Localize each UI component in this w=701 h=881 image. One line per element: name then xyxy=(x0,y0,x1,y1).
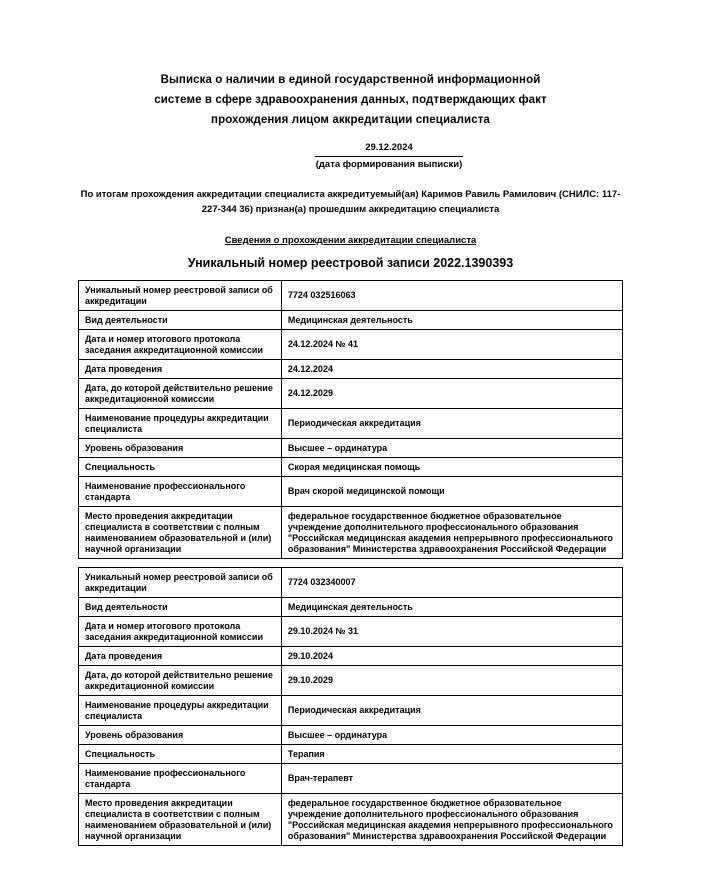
row-label: Место проведения аккредитации специалиста в соответствии с полным наименованием образовательной и (или) научной организации xyxy=(79,794,282,846)
date-block xyxy=(315,142,463,171)
row-value: 29.10.2024 xyxy=(281,647,622,666)
row-label: Специальность xyxy=(79,745,282,764)
row-label: Наименование профессионального стандарта xyxy=(79,764,282,794)
document-title xyxy=(78,70,623,130)
document-title-line: Выписка о наличии в единой государственной информационной xyxy=(160,74,541,86)
row-label: Уровень образования xyxy=(79,726,282,745)
row-label: Вид деятельности xyxy=(79,311,282,330)
table-row xyxy=(79,598,623,617)
table-row xyxy=(79,409,623,439)
row-label: Наименование профессионального стандарта xyxy=(79,477,282,507)
row-value: 29.10.2029 xyxy=(281,666,622,696)
extract-date-caption: (дата формирования выписки) xyxy=(315,159,463,170)
table-row xyxy=(79,507,623,559)
row-label: Специальность xyxy=(79,458,282,477)
row-label: Уровень образования xyxy=(79,439,282,458)
accreditation-table-1 xyxy=(78,280,623,559)
row-value: 7724 032340007 xyxy=(281,568,622,598)
row-value: 24.12.2029 xyxy=(281,379,622,409)
row-value: Высшее – ординатура xyxy=(281,439,622,458)
table-row xyxy=(79,745,623,764)
table-row xyxy=(79,330,623,360)
row-label: Уникальный номер реестровой записи об аккредитации xyxy=(79,568,282,598)
document-title-line: системе в сфере здравоохранения данных, подтверждающих факт xyxy=(154,94,547,106)
row-value: 24.12.2024 xyxy=(281,360,622,379)
table-row xyxy=(79,666,623,696)
table-row xyxy=(79,458,623,477)
table-row xyxy=(79,379,623,409)
row-label: Наименование процедуры аккредитации специалиста xyxy=(79,409,282,439)
row-label: Дата, до которой действительно решение аккредитационной комиссии xyxy=(79,666,282,696)
row-label: Дата и номер итогового протокола заседания аккредитационной комиссии xyxy=(79,617,282,647)
row-value: Терапия xyxy=(281,745,622,764)
row-value: Врач скорой медицинской помощи xyxy=(281,477,622,507)
registry-number-heading: Уникальный номер реестровой записи 2022.1390393 xyxy=(187,256,514,270)
row-label: Наименование процедуры аккредитации специалиста xyxy=(79,696,282,726)
table-row xyxy=(79,794,623,846)
table-row xyxy=(79,477,623,507)
table-row xyxy=(79,311,623,330)
table-row xyxy=(79,568,623,598)
row-value: 7724 032516063 xyxy=(281,281,622,311)
row-value: Врач-терапевт xyxy=(281,764,622,794)
table-row xyxy=(79,696,623,726)
extract-date: 29.12.2024 xyxy=(315,142,463,157)
row-label: Вид деятельности xyxy=(79,598,282,617)
table-row xyxy=(79,439,623,458)
table-row xyxy=(79,617,623,647)
row-label: Дата проведения xyxy=(79,647,282,666)
section-heading: Сведения о прохождении аккредитации специалиста xyxy=(224,235,477,246)
row-value: Медицинская деятельность xyxy=(281,311,622,330)
accreditation-table-2 xyxy=(78,567,623,846)
row-value: Периодическая аккредитация xyxy=(281,696,622,726)
row-value: 24.12.2024 № 41 xyxy=(281,330,622,360)
table-row xyxy=(79,726,623,745)
row-value: Высшее – ординатура xyxy=(281,726,622,745)
document-title-line: прохождения лицом аккредитации специалиста xyxy=(211,114,490,126)
table-row xyxy=(79,360,623,379)
row-label: Дата проведения xyxy=(79,360,282,379)
table-row xyxy=(79,281,623,311)
row-value: Скорая медицинская помощь xyxy=(281,458,622,477)
intro-paragraph: По итогам прохождения аккредитации специалиста аккредитуемый(ая) Каримов Равиль Рамилович (СНИЛС: 117-227-344 36) признан(а) прошедшим аккредитацию специалиста xyxy=(80,189,621,215)
table-row xyxy=(79,647,623,666)
row-value: Периодическая аккредитация xyxy=(281,409,622,439)
row-label: Уникальный номер реестровой записи об аккредитации xyxy=(79,281,282,311)
row-label: Место проведения аккредитации специалиста в соответствии с полным наименованием образовательной и (или) научной организации xyxy=(79,507,282,559)
row-value: 29.10.2024 № 31 xyxy=(281,617,622,647)
row-value: Медицинская деятельность xyxy=(281,598,622,617)
table-row xyxy=(79,764,623,794)
row-label: Дата, до которой действительно решение аккредитационной комиссии xyxy=(79,379,282,409)
row-label: Дата и номер итогового протокола заседания аккредитационной комиссии xyxy=(79,330,282,360)
row-value: федеральное государственное бюджетное образовательное учреждение дополнительного профессионального образования "Российская медицинская академия непрерывного профессионального образования" Министерства здравоохранения Российской Федерации xyxy=(281,507,622,559)
row-value: федеральное государственное бюджетное образовательное учреждение дополнительного профессионального образования "Российская медицинская академия непрерывного профессионального образования" Министерства здравоохранения Российской Федерации xyxy=(281,794,622,846)
